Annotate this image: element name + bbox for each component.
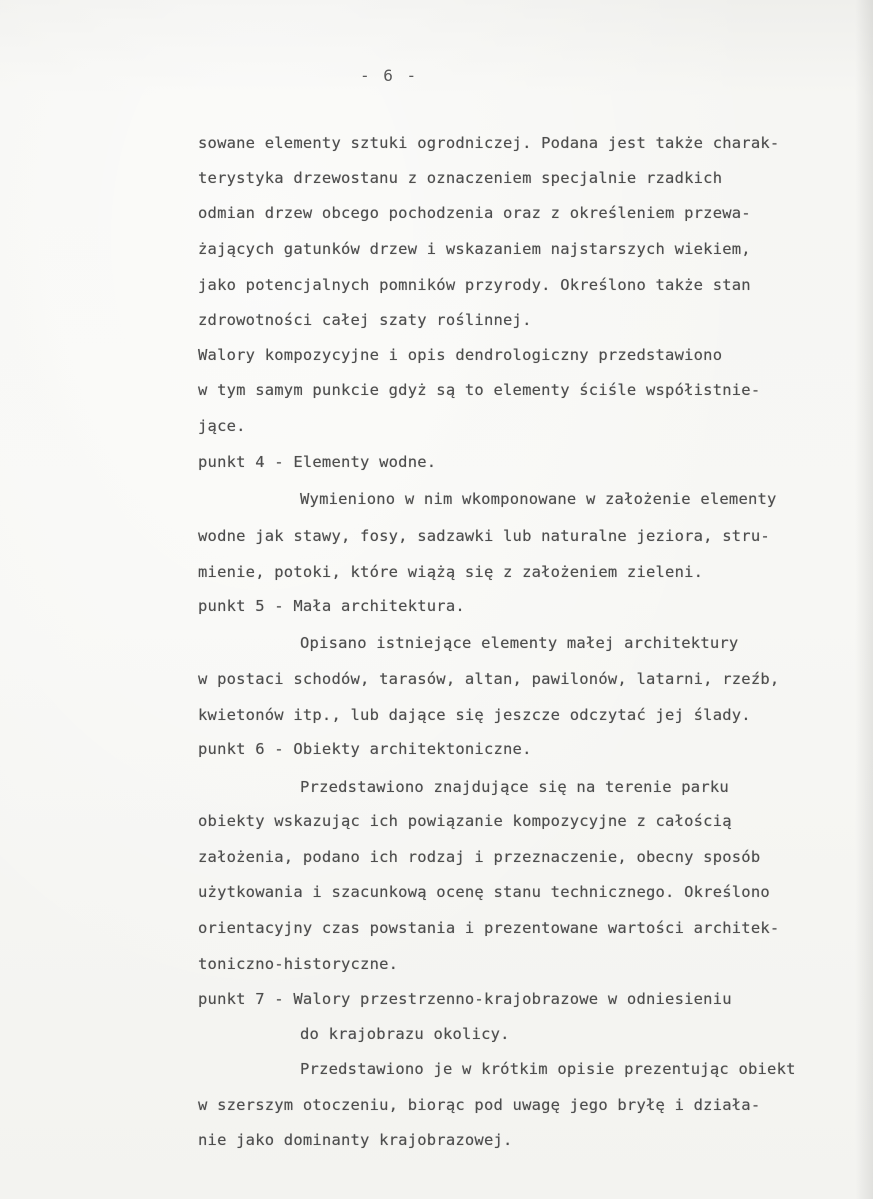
text-line: mienie, potoki, które wiążą się z założeniem zieleni. — [198, 563, 704, 581]
section-heading: punkt 6 - Obiekty architektoniczne. — [198, 740, 532, 758]
text-line: żających gatunków drzew i wskazaniem najstarszych wiekiem, — [198, 240, 751, 258]
text-line: założenia, podano ich rodzaj i przeznaczenie, obecny sposób — [198, 848, 761, 866]
text-line: nie jako dominanty krajobrazowej. — [198, 1131, 513, 1149]
section-heading: punkt 5 - Mała architektura. — [198, 597, 465, 615]
text-line: odmian drzew obcego pochodzenia oraz z określeniem przewa- — [198, 204, 751, 222]
text-line: terystyka drzewostanu z oznaczeniem specjalnie rzadkich — [198, 169, 723, 187]
text-line: w tym samym punkcie gdyż są to elementy ściśle współistnie- — [198, 381, 761, 399]
text-line: obiekty wskazując ich powiązanie kompozycyjne z całością — [198, 812, 732, 830]
text-line: Walory kompozycyjne i opis dendrologiczny przedstawiono — [198, 346, 723, 364]
text-line: Wymieniono w nim wkomponowane w założenie elementy — [300, 490, 777, 508]
text-line: Opisano istniejące elementy małej architektury — [300, 634, 739, 652]
text-line: jące. — [198, 417, 246, 435]
page-edge-shadow — [855, 0, 873, 1199]
text-line: zdrowotności całej szaty roślinnej. — [198, 311, 532, 329]
text-line: użytkowania i szacunkową ocenę stanu technicznego. Określono — [198, 883, 770, 901]
text-line: w postaci schodów, tarasów, altan, pawilonów, latarni, rzeźb, — [198, 670, 780, 688]
text-line: sowane elementy sztuki ogrodniczej. Podana jest także charak- — [198, 134, 780, 152]
text-line: Przedstawiono znajdujące się na terenie parku — [300, 778, 729, 796]
text-line: toniczno-historyczne. — [198, 955, 399, 973]
text-line: w szerszym otoczeniu, biorąc pod uwagę jego bryłę i działa- — [198, 1096, 761, 1114]
text-line: Przedstawiono je w krótkim opisie prezentując obiekt — [300, 1060, 796, 1078]
section-heading: punkt 7 - Walory przestrzenno-krajobrazowe w odniesieniu — [198, 990, 732, 1008]
text-line: orientacyjny czas powstania i prezentowane wartości architek- — [198, 919, 780, 937]
text-line: wodne jak stawy, fosy, sadzawki lub naturalne jeziora, stru- — [198, 527, 770, 545]
section-heading: punkt 4 - Elementy wodne. — [198, 453, 437, 471]
page-number: - 6 - — [360, 66, 419, 85]
text-line: jako potencjalnych pomników przyrody. Określono także stan — [198, 276, 751, 294]
text-line: kwietonów itp., lub dające się jeszcze odczytać jej ślady. — [198, 706, 751, 724]
section-heading-continuation: do krajobrazu okolicy. — [300, 1025, 510, 1043]
